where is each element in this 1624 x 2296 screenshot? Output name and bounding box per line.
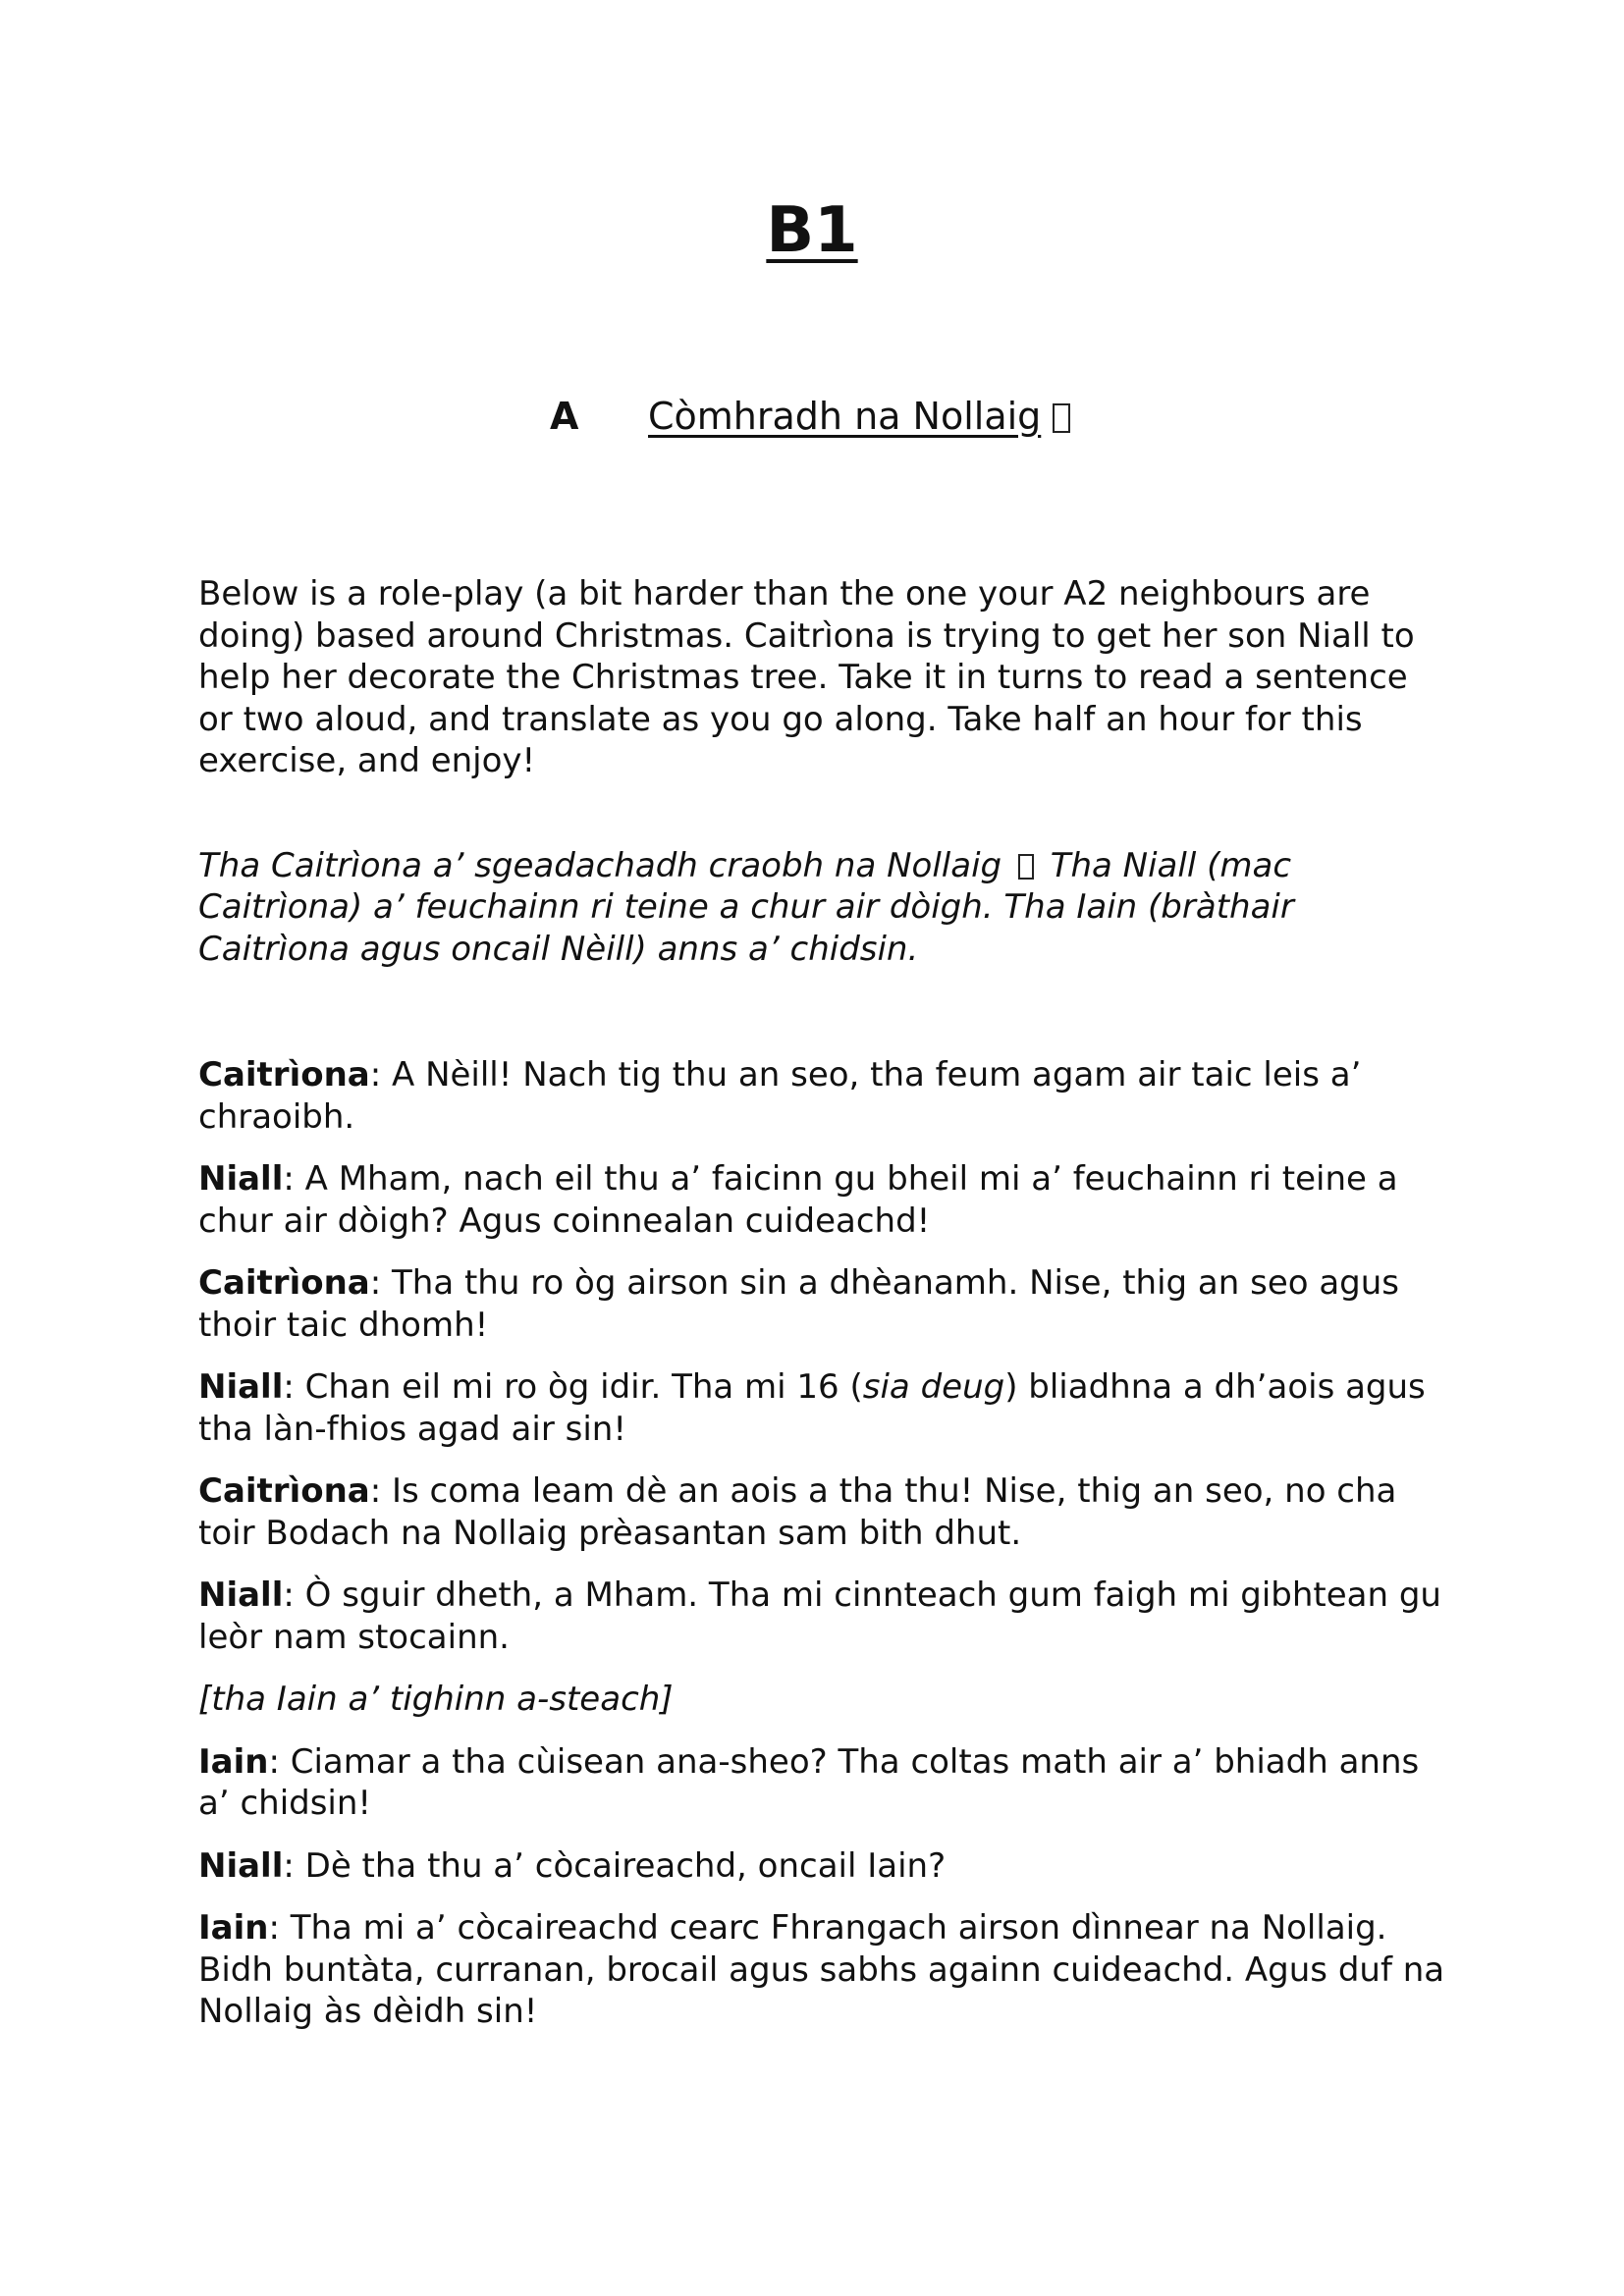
dialogue bbox=[198, 1054, 1445, 2033]
speaker-name: Caitrìona bbox=[198, 1055, 370, 1095]
dialogue-line bbox=[198, 1575, 1445, 1658]
dialogue-line bbox=[198, 1158, 1445, 1242]
missing-glyph-icon bbox=[1018, 854, 1034, 880]
line-text: ) bliadhna a dh’aois agus tha làn-fhios agad air sin! bbox=[198, 1367, 1426, 1449]
line-text: : Dè tha thu a’ còcaireachd, oncail Iain? bbox=[283, 1845, 947, 1886]
dialogue-line bbox=[198, 1054, 1445, 1138]
page-title-text: B1 bbox=[766, 194, 858, 267]
line-text: : Tha mi a’ còcaireachd cearc Fhrangach airson dìnnear na Nollaig. Bidh buntàta, curranan, brocail agus sabhs againn cuideachd. Agus duf na Nollaig às dèidh sin! bbox=[198, 1908, 1445, 2031]
line-text: : Tha thu ro òg airson sin a dhèanamh. Nise, thig an seo agus thoir taic dhomh! bbox=[198, 1263, 1400, 1345]
dialogue-line bbox=[198, 1366, 1445, 1450]
section-heading bbox=[550, 395, 1070, 440]
line-text: : Is coma leam dè an aois a tha thu! Nise, thig an seo, no cha toir Bodach na Nollaig prèasantan sam bith dhut. bbox=[198, 1471, 1397, 1553]
stage-direction bbox=[198, 845, 1445, 971]
document-body bbox=[198, 573, 1445, 2054]
speaker-name: Caitrìona bbox=[198, 1471, 370, 1511]
intro-paragraph: Below is a role-play (a bit harder than the one your A2 neighbours are doing) based around Christmas. Caitrìona is trying to get her son Niall to help her decorate the Christmas tree. Take it in turns to read a sentence or two aloud, and translate as you go along. Take half an hour for this exercise, and enjoy! bbox=[198, 574, 1415, 780]
dialogue-line bbox=[198, 1262, 1445, 1346]
section-title: Còmhradh na Nollaig bbox=[648, 395, 1042, 438]
speaker-name: Caitrìona bbox=[198, 1263, 370, 1303]
line-text: : Ò sguir dheth, a Mham. Tha mi cinnteach gum faigh mi gibhtean gu leòr nam stocainn. bbox=[198, 1575, 1441, 1657]
stage-direction-part1: Tha Caitrìona a’ sgeadachadh craobh na Nollaig bbox=[198, 845, 1002, 885]
line-text-italic: sia deug bbox=[862, 1367, 1005, 1407]
missing-glyph-icon bbox=[1053, 403, 1070, 433]
line-text: : Ciamar a tha cùisean ana-sheo? Tha coltas math air a’ bhiadh anns a’ chidsin! bbox=[198, 1741, 1420, 1823]
dialogue-line bbox=[198, 1741, 1445, 1825]
speaker-name: Niall bbox=[198, 1159, 284, 1199]
line-text: : A Mham, nach eil thu a’ faicinn gu bheil mi a’ feuchainn ri teine a chur air dòigh? Agus coinnealan cuideachd! bbox=[198, 1159, 1398, 1241]
section-letter: A bbox=[550, 395, 579, 438]
dialogue-line bbox=[198, 1470, 1445, 1554]
speaker-name: Niall bbox=[198, 1367, 284, 1407]
page-title bbox=[0, 196, 1624, 265]
line-text: : A Nèill! Nach tig thu an seo, tha feum agam air taic leis a’ chraoibh. bbox=[198, 1055, 1362, 1137]
line-text: : Chan eil mi ro òg idir. Tha mi 16 ( bbox=[283, 1367, 863, 1407]
speaker-name: Niall bbox=[198, 1845, 284, 1886]
dialogue-line bbox=[198, 1845, 1445, 1888]
speaker-name: Iain bbox=[198, 1741, 269, 1782]
speaker-name: Niall bbox=[198, 1575, 284, 1615]
stage-direction-part2: Tha Niall (mac Caitrìona) a’ feuchainn ri teine a chur air dòigh. Tha Iain (bràthair Caitrìona agus oncail Nèill) anns a’ chidsin. bbox=[198, 845, 1294, 969]
stage-aside: [tha Iain a’ tighinn a-steach] bbox=[198, 1680, 674, 1719]
dialogue-line bbox=[198, 1907, 1445, 2033]
speaker-name: Iain bbox=[198, 1908, 269, 1948]
